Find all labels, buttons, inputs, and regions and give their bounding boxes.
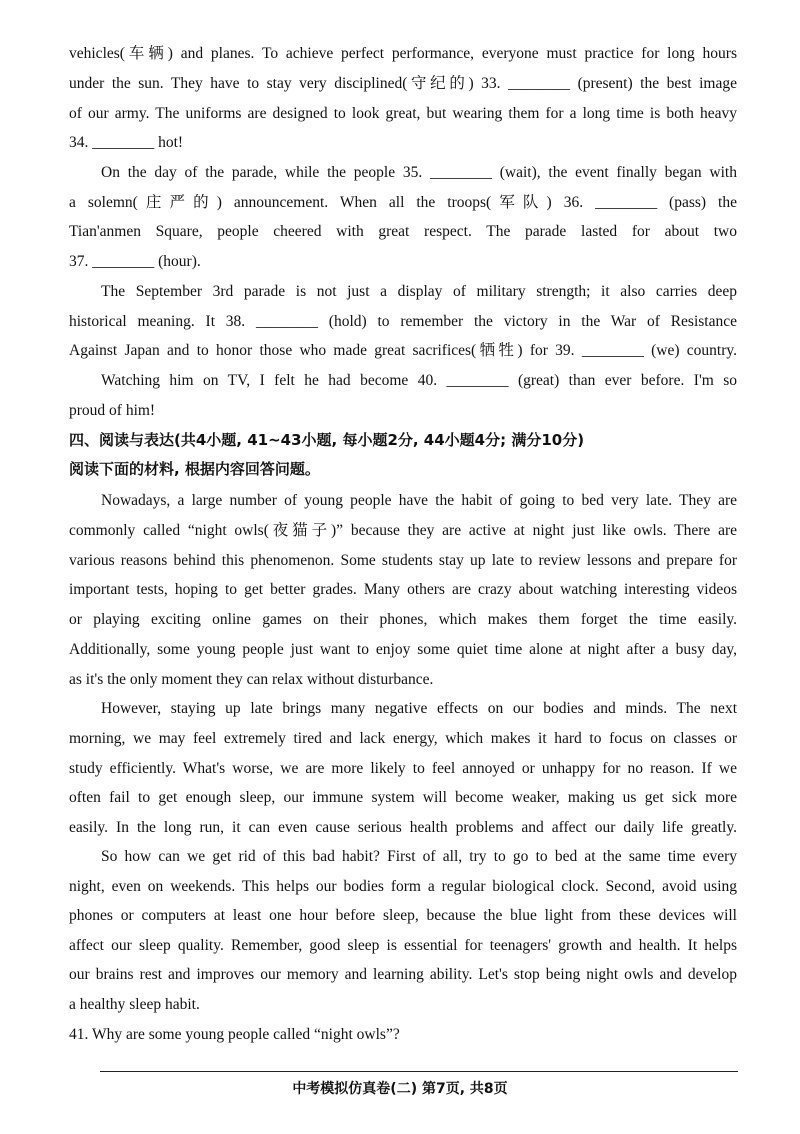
text-line: our brains rest and improves our memory and learning ability. Let's stop being night owls and develop: [69, 966, 737, 983]
text-line: 37. ________ (hour).: [69, 253, 201, 270]
text-line: under the sun. They have to stay very disciplined(守纪的) 33. ________ (present) the best image: [69, 75, 737, 92]
footer-divider: [100, 1071, 738, 1072]
text-line: commonly called “night owls(夜猫子)” because they are active at night just like owls. There are: [69, 522, 737, 539]
text-line: study efficiently. What's worse, we are more likely to feel annoyed or unhappy for no reason. If we: [69, 760, 737, 777]
text-line: a healthy sleep habit.: [69, 996, 200, 1013]
text-line: night, even on weekends. This helps our bodies form a regular biological clock. Second, avoid using: [69, 878, 737, 895]
text-line: of our army. The uniforms are designed to look great, but wearing them for a long time is both heavy: [69, 105, 737, 122]
text-line: Nowadays, a large number of young people have the habit of going to bed very late. They are: [101, 492, 737, 509]
text-line: Additionally, some young people just want to enjoy some quiet time alone at night after a busy day,: [69, 641, 737, 658]
text-line: The September 3rd parade is not just a display of military strength; it also carries deep: [101, 283, 737, 300]
text-line: So how can we get rid of this bad habit? First of all, try to go to bed at the same time every: [101, 848, 737, 865]
text-line: phones or computers at least one hour before sleep, because the blue light from these devices will: [69, 907, 737, 924]
section-heading: 四、阅读与表达(共4小题, 41~43小题, 每小题2分, 44小题4分; 满分10分): [69, 431, 585, 449]
text-line: morning, we may feel extremely tired and lack energy, which makes it hard to focus on classes or: [69, 730, 737, 747]
text-line: or playing exciting online games on their phones, which makes them forget the time easily.: [69, 611, 737, 628]
text-line: Watching him on TV, I felt he had become 40. ________ (great) than ever before. I'm so: [101, 372, 737, 389]
text-line: 34. ________ hot!: [69, 134, 184, 151]
text-line: However, staying up late brings many negative effects on our bodies and minds. The next: [101, 700, 737, 717]
text-line: as it's the only moment they can relax without disturbance.: [69, 671, 434, 688]
page-footer: 中考模拟仿真卷(二) 第7页, 共8页: [292, 1081, 508, 1097]
text-line: various reasons behind this phenomenon. Some students stay up late to review lessons and prepare for: [69, 552, 737, 569]
text-line: affect our sleep quality. Remember, good sleep is essential for teenagers' growth and health. It helps: [69, 937, 737, 954]
text-line: a solemn(庄严的) announcement. When all the troops(军队) 36. ________ (pass) the: [69, 194, 737, 211]
text-line: On the day of the parade, while the people 35. ________ (wait), the event finally began with: [101, 164, 737, 181]
section-instruction: 阅读下面的材料, 根据内容回答问题。: [69, 460, 320, 478]
text-line: historical meaning. It 38. ________ (hold) to remember the victory in the War of Resistance: [69, 313, 737, 330]
text-line: Against Japan and to honor those who made great sacrifices(牺牲) for 39. ________ (we) country.: [69, 342, 737, 359]
question-41: 41. Why are some young people called “night owls”?: [69, 1026, 400, 1043]
text-line: proud of him!: [69, 402, 156, 419]
text-line: vehicles(车辆) and planes. To achieve perfect performance, everyone must practice for long hours: [69, 45, 737, 62]
text-line: easily. In the long run, it can even cause serious health problems and affect our daily life greatly.: [69, 819, 737, 836]
text-line: often fail to get enough sleep, our immune system will become weaker, making us get sick more: [69, 789, 737, 806]
text-line: important tests, hoping to get better grades. Many others are crazy about watching interesting videos: [69, 581, 737, 598]
text-line: Tian'anmen Square, people cheered with great respect. The parade lasted for about two: [69, 223, 737, 240]
